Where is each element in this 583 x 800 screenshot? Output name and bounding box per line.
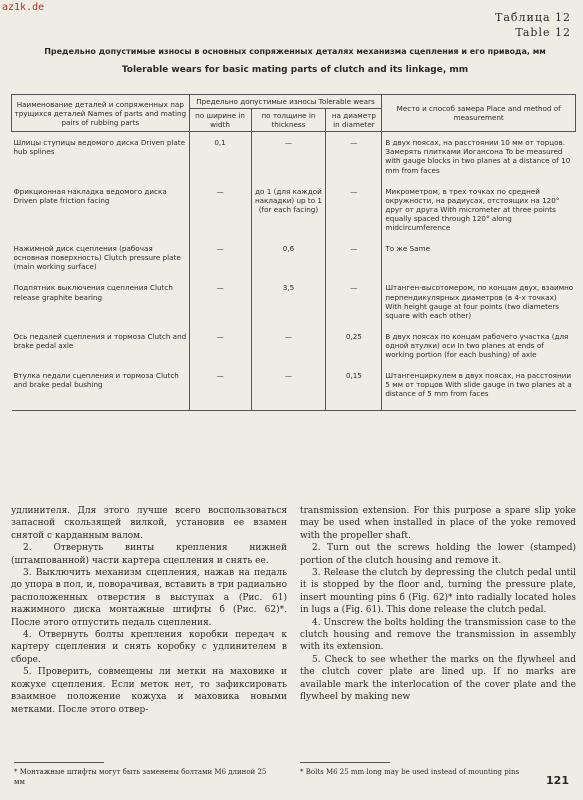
- footnote-ru: * Монтажные штифты могут быть заменены болтами М6 длиной 25 мм: [14, 768, 267, 786]
- row-name: Подпятник выключения сцепления Clutch release graphite bearing: [13, 283, 173, 302]
- paragraph: 3. Release the clutch by depressing the clutch pedal until it is stopped by the floor and, turning the pressure plate, insert mounting pins б (Fig. 62)* into radially located holes in lugs а (Fig. 61). This done release the clutch pedal.: [300, 568, 576, 616]
- row-width: —: [189, 283, 251, 331]
- footnote-rule: [14, 762, 104, 763]
- row-name: Ось педалей сцепления и тормоза Clutch and brake pedal axle: [13, 331, 187, 350]
- footnote-rule: [300, 762, 390, 763]
- row-thickness: —: [251, 332, 326, 371]
- header-parts: Наименование деталей и сопряженных пар трущихся деталей Names of parts and mating pairs of rubbing parts: [12, 95, 190, 132]
- paragraph: 3. Выключить механизм сцепления, нажав на педаль до упора в пол, и, поворачивая, вставить в три радиально расположенных отверстия в выступах а (Рис. 61) нажимного диска монтажные штифты б (Рис. 62)*. После этого отпустить педаль сцепления.: [11, 568, 287, 628]
- page-number: 121: [546, 774, 569, 787]
- row-place: В двух поясах по концам рабочего участка (для одной втулки) оси In two planes at ends of working portion (for each bushing) of axle: [382, 332, 576, 371]
- row-width: —: [189, 371, 251, 411]
- row-name: Втулка педали сцепления и тормоза Clutch and brake pedal bushing: [12, 371, 190, 411]
- row-width: —: [189, 244, 251, 283]
- table-row: [12, 187, 576, 244]
- row-diameter: —: [326, 187, 382, 244]
- paragraph: 4. Отвернуть болты крепления коробки передач к картеру сцепления и снять коробку с удлинителем в сборе.: [11, 630, 287, 665]
- paragraph: удлинителя. Для этого лучше всего воспользоваться запасной скользящей вилкой, установив ее взамен снятой с карданным валом.: [11, 506, 287, 541]
- row-thickness: 3,5: [251, 283, 326, 331]
- header-thickness: по толщине in thickness: [251, 109, 326, 132]
- header-place: Место и способ замера Place and method of measurement: [382, 95, 576, 132]
- row-diameter: 0,15: [326, 371, 382, 411]
- row-thickness: —: [251, 132, 326, 187]
- watermark: az1k.de: [2, 2, 45, 13]
- paragraph: 5. Check to see whether the marks on the flywheel and the clutch cover plate are lined up. If no marks are available mark the interlocation of the cover plate and the flywheel by making new: [300, 654, 576, 703]
- table-row: [12, 244, 576, 283]
- row-place: В двух поясах, на расстоянии 10 мм от торцов. Замерять плитками Иогансона To be measured with gauge blocks in two planes at a distance of 10 mm from faces: [382, 132, 576, 187]
- paragraph: 4. Unscrew the bolts holding the transmission case to the clutch housing and remove the transmission in assembly with its extension.: [300, 617, 576, 653]
- table-row: [12, 132, 576, 187]
- paragraph: 2. Отвернуть винты крепления нижней (штампованной) части картера сцепления и снять ее.: [11, 543, 287, 566]
- row-thickness: 0,6: [251, 244, 326, 283]
- row-place: Штанген-высотомером, по концам двух, взаимно перпендикулярных диаметров (в 4-х точках) With height gauge at four points (two diameters square with each other): [382, 283, 576, 331]
- row-diameter: —: [326, 132, 382, 187]
- caption-ru: Предельно допустимые износы в основных сопряженных деталях механизма сцепления и его привода, мм: [44, 47, 546, 56]
- table-number-ru: Таблица 12: [495, 11, 571, 24]
- row-name: Фрикционная накладка ведомого диска Driven plate friction facing: [13, 186, 167, 205]
- row-diameter: —: [326, 244, 382, 283]
- table-number: [495, 10, 571, 40]
- paragraph: 2. Turn out the screws holding the lower (stamped) portion of the clutch housing and remove it.: [300, 543, 576, 566]
- paragraph: 5. Проверить, совмещены ли метки на маховике и кожухе сцепления. Если меток нет, то зафиксировать взаимное положение кожуха и маховика новыми метками. После этого отвер-: [11, 667, 287, 715]
- footnote-en: * Bolts M6 25 mm long may be used instead of mounting pins: [300, 768, 520, 776]
- row-width: —: [189, 187, 251, 244]
- table-row: [12, 371, 576, 411]
- header-diameter: на диаметр in diameter: [326, 109, 382, 132]
- russian-column: [11, 505, 287, 716]
- table-number-en: Table 12: [515, 26, 571, 39]
- table-row: [12, 332, 576, 371]
- english-column: [300, 505, 576, 704]
- header-wears: Предельно допустимые износы Tolerable wears: [189, 95, 382, 109]
- row-place: Штангенциркулем в двух поясах, на расстоянии 5 мм от торцов With slide gauge in two planes at a distance of 5 mm from faces: [382, 371, 576, 411]
- row-thickness: до 1 (для каждой накладки) up to 1 (for each facing): [251, 187, 326, 244]
- row-name: Нажимной диск сцепления (рабочая основная поверхность) Clutch pressure plate (main working surface): [13, 244, 181, 272]
- row-place: Микрометром, в трех точках по средней окружности, на радиусах, отстоящих на 120° друг от друга With micrometer at three points equally spaced through 120° along midcircumference: [382, 187, 576, 244]
- row-diameter: —: [326, 283, 382, 331]
- caption-en: Tolerable wears for basic mating parts of clutch and its linkage, mm: [121, 65, 469, 75]
- row-thickness: —: [251, 371, 326, 411]
- row-place: То же Same: [382, 244, 576, 283]
- table-caption: [40, 46, 550, 76]
- row-width: 0,1: [189, 132, 251, 187]
- row-diameter: 0,25: [326, 332, 382, 371]
- paragraph: transmission extension. For this purpose a spare slip yoke may be used when installed in place of the yoke removed with the propeller shaft.: [300, 506, 576, 541]
- wear-table: [11, 94, 576, 411]
- table-row: [12, 283, 576, 331]
- row-name: Шлицы ступицы ведомого диска Driven plate hub splines: [13, 138, 186, 157]
- row-width: —: [189, 332, 251, 371]
- header-width: по ширине in width: [189, 109, 251, 132]
